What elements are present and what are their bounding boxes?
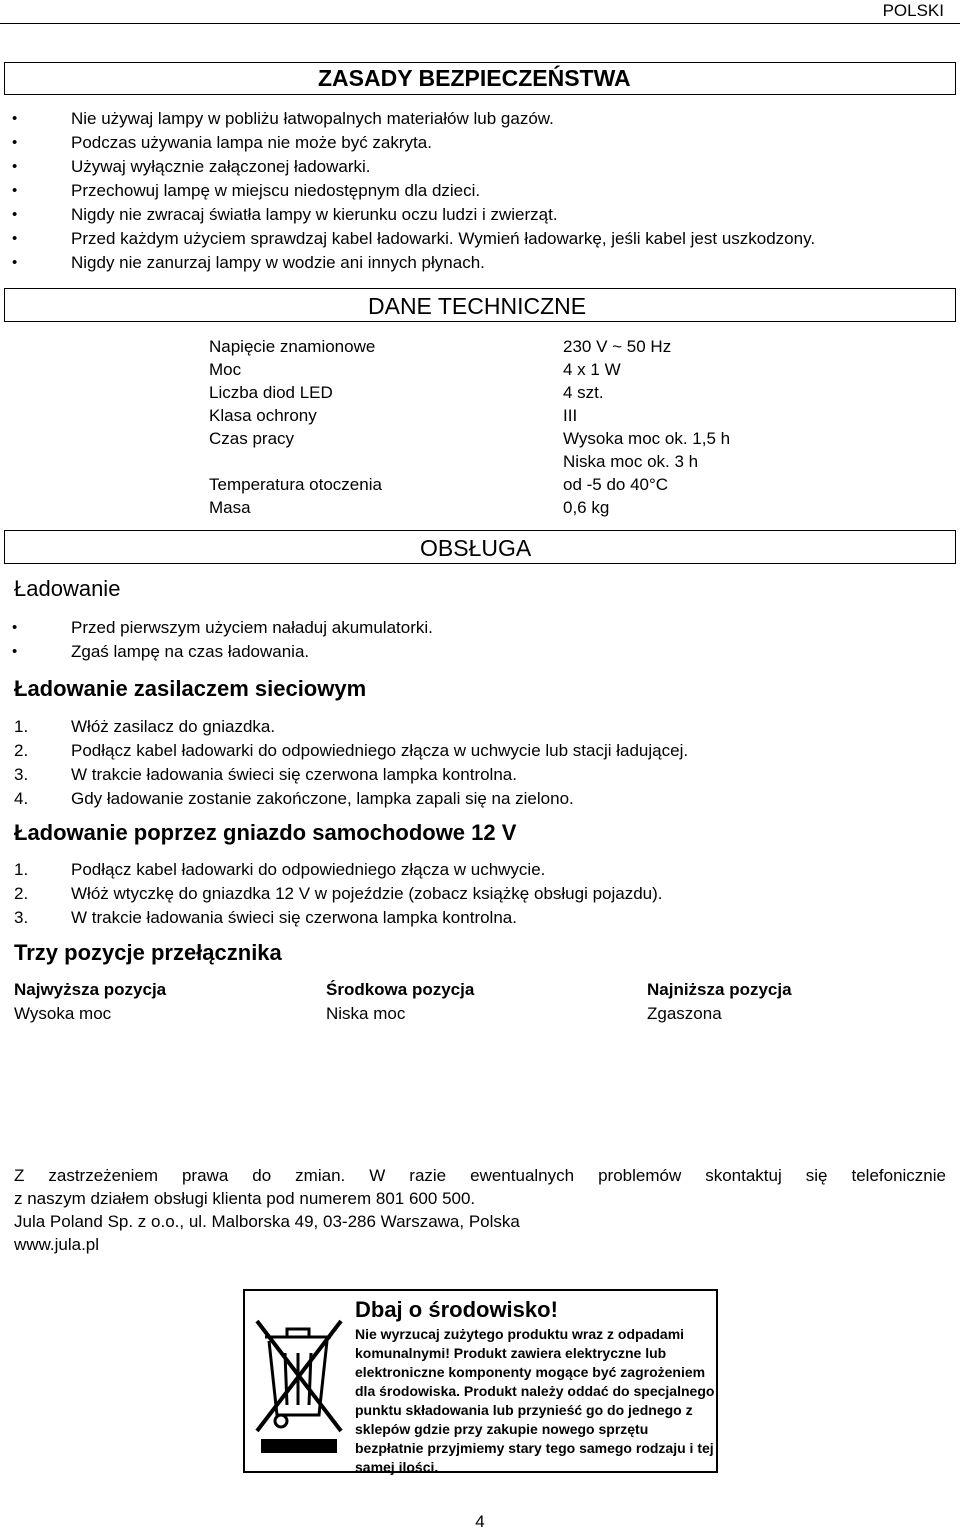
tech-value: od -5 do 40°C: [563, 475, 669, 494]
footer-line-3: Jula Poland Sp. z o.o., ul. Malborska 49, 03-286 Warszawa, Polska: [14, 1212, 520, 1231]
step-item: [0, 763, 688, 787]
tech-value: 4 x 1 W: [563, 360, 621, 379]
environment-title: Dbaj o środowisko!: [355, 1297, 558, 1322]
charging-heading: Ładowanie: [14, 576, 121, 601]
step-number: 1.: [14, 860, 29, 879]
bullet-item: • Podczas używania lampa nie może być zakryta.: [0, 131, 815, 155]
safety-list: [0, 107, 815, 275]
tech-table: [209, 335, 730, 519]
bullet-item: • Zgaś lampę na czas ładowania.: [0, 640, 433, 664]
tech-value: Wysoka moc ok. 1,5 h: [563, 429, 731, 448]
step-text: Podłącz kabel ładowarki do odpowiedniego złącza w uchwycie lub stacji ładującej.: [71, 741, 689, 760]
bullet-item: • Używaj wyłącznie załączonej ładowarki.: [0, 155, 815, 179]
tech-label: Moc: [209, 360, 242, 379]
step-number: 4.: [14, 789, 29, 808]
charging-list: [0, 616, 433, 664]
tech-label: Temperatura otoczenia: [209, 475, 382, 494]
car-heading: Ładowanie poprzez gniazdo samochodowe 12 V: [14, 820, 517, 845]
operation-title: OBSŁUGA: [420, 535, 532, 561]
tech-row: [209, 358, 730, 381]
position-column-low: [647, 978, 792, 1026]
tech-value: Niska moc ok. 3 h: [563, 452, 699, 471]
tech-row: [209, 335, 730, 358]
step-item: [0, 739, 688, 763]
mains-steps: [0, 715, 688, 811]
footer-line-1: Z zastrzeżeniem prawa do zmian. W razie ewentualnych problemów skontaktuj się telefonicznie: [14, 1166, 946, 1185]
footer-text: [14, 1164, 946, 1256]
step-number: 1.: [14, 717, 29, 736]
tech-label: Klasa ochrony: [209, 406, 317, 425]
step-text: W trakcie ładowania świeci się czerwona lampka kontrolna.: [71, 765, 517, 784]
mains-heading: Ładowanie zasilaczem sieciowym: [14, 676, 367, 701]
step-text: W trakcie ładowania świeci się czerwona lampka kontrolna.: [71, 908, 517, 927]
step-item: [0, 858, 663, 882]
tech-label: Liczba diod LED: [209, 383, 333, 402]
position-column-middle: [326, 978, 474, 1026]
bullet-item: • Nie używaj lampy w pobliżu łatwopalnych materiałów lub gazów.: [0, 107, 815, 131]
tech-value: 230 V ~ 50 Hz: [563, 337, 672, 356]
tech-label: Napięcie znamionowe: [209, 337, 376, 356]
tech-title: DANE TECHNICZNE: [368, 293, 587, 319]
safety-title-box: [4, 62, 956, 95]
bullet-item: • Przechowuj lampę w miejscu niedostępnym dla dzieci.: [0, 179, 815, 203]
step-number: 3.: [14, 765, 29, 784]
environment-notice: [243, 1289, 718, 1473]
environment-text: Nie wyrzucaj zużytego produktu wraz z odpadami komunalnymi! Produkt zawiera elektryczne lub elektroniczne komponenty mogące być zagrożeniem dla środowiska. Produkt należy oddać do specjalnego punktu składowania lub przynieść go do jednego z sklepów gdzie przy zakupie nowego sprzętu bezpłatnie przyjmiemy stary tego samego rodzaju i tej samej ilości.: [355, 1326, 715, 1475]
position-value: Wysoka moc: [14, 1004, 112, 1023]
step-text: Włóż zasilacz do gniazdka.: [71, 717, 276, 736]
tech-row: [209, 473, 730, 496]
crossed-out-wheelie-bin-icon: [255, 1307, 343, 1457]
step-item: [0, 906, 663, 930]
step-number: 2.: [14, 741, 29, 760]
header-rule: [0, 23, 960, 24]
header-language: POLSKI: [882, 1, 944, 20]
step-text: Podłącz kabel ładowarki do odpowiedniego złącza w uchwycie.: [71, 860, 546, 879]
tech-value: III: [563, 406, 578, 425]
tech-value: 4 szt.: [563, 383, 604, 402]
tech-row: [209, 381, 730, 404]
position-value: Zgaszona: [647, 1004, 722, 1023]
bullet-item: • Nigdy nie zwracaj światła lampy w kierunku oczu ludzi i zwierząt.: [0, 203, 815, 227]
page-number: 4: [475, 1512, 485, 1531]
step-item: [0, 787, 688, 811]
position-column-high: [14, 978, 166, 1026]
car-steps: [0, 858, 663, 930]
safety-title: ZASADY BEZPIECZEŃSTWA: [318, 65, 631, 91]
step-text: Gdy ładowanie zostanie zakończone, lampka zapali się na zielono.: [71, 789, 574, 808]
tech-label: [209, 450, 563, 473]
position-value: Niska moc: [326, 1004, 406, 1023]
tech-label: Czas pracy: [209, 429, 295, 448]
tech-row: [209, 427, 730, 450]
position-heading: Najniższa pozycja: [647, 980, 792, 999]
bullet-item: • Przed pierwszym użyciem naładuj akumulatorki.: [0, 616, 433, 640]
step-number: 2.: [14, 884, 29, 903]
tech-title-box: [4, 288, 956, 322]
footer-website: www.jula.pl: [14, 1235, 100, 1254]
step-text: Włóż wtyczkę do gniazdka 12 V w pojeździe (zobacz książkę obsługi pojazdu).: [71, 884, 663, 903]
step-number: 3.: [14, 908, 29, 927]
step-item: [0, 715, 688, 739]
tech-value: 0,6 kg: [563, 498, 610, 517]
tech-row: [209, 404, 730, 427]
bullet-item: • Przed każdym użyciem sprawdzaj kabel ładowarki. Wymień ładowarkę, jeśli kabel jest uszkodzony.: [0, 227, 815, 251]
tech-row: [209, 450, 730, 473]
step-item: [0, 882, 663, 906]
bullet-item: • Nigdy nie zanurzaj lampy w wodzie ani innych płynach.: [0, 251, 815, 275]
switch-heading: Trzy pozycje przełącznika: [14, 940, 282, 965]
tech-label: Masa: [209, 498, 251, 517]
position-heading: Najwyższa pozycja: [14, 980, 167, 999]
position-heading: Środkowa pozycja: [326, 980, 475, 999]
operation-title-box: [4, 530, 956, 564]
footer-line-2: z naszym działem obsługi klienta pod numerem 801 600 500.: [14, 1189, 476, 1208]
tech-row: [209, 496, 730, 519]
